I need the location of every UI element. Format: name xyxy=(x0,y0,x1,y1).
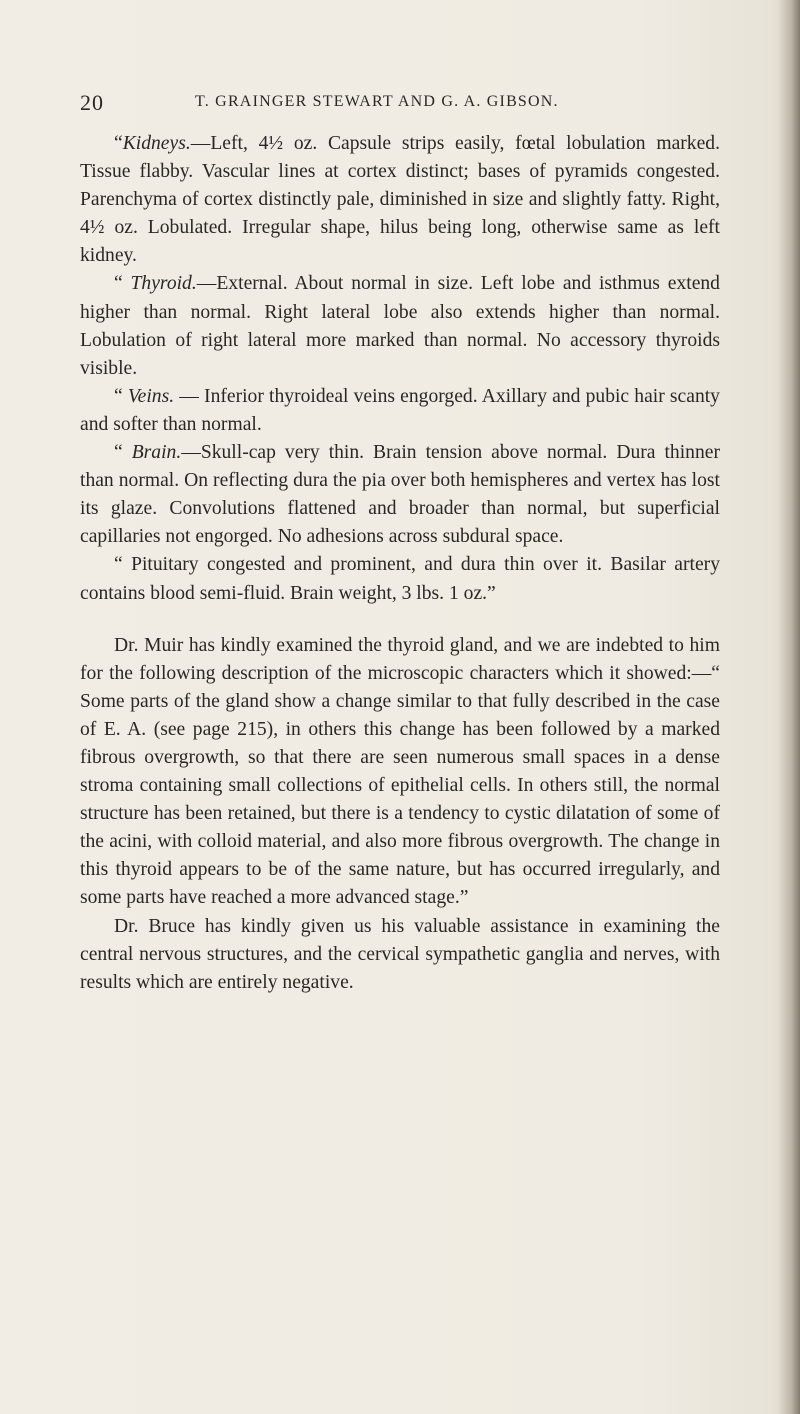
quote-mark: “ xyxy=(114,133,123,154)
paragraph-text: —Left, 4½ oz. Capsule strips easily, fœtal lobulation marked. Tissue flabby. Vascular lines at cortex distinct; bases of pyramids congested. Parenchyma of cortex distinctly pale, diminished in size and slightly fatty. Right, 4½ oz. Lobulated. Irregular shape, hilus being long, otherwise same as left kidney. xyxy=(80,133,720,267)
paragraph-kidneys xyxy=(80,130,720,270)
quote-mark: “ xyxy=(114,442,132,464)
term-veins: Veins. xyxy=(127,385,175,407)
running-head: T. GRAINGER STEWART AND G. A. GIBSON. xyxy=(195,93,559,110)
paragraph-muir xyxy=(80,632,720,913)
paragraph-text: “ Pituitary congested and prominent, and dura thin over it. Basilar artery contains blood semi-fluid. Brain weight, 3 lbs. 1 oz.” xyxy=(80,554,720,604)
quote-mark: “ xyxy=(114,385,128,407)
term-kidneys: Kidneys. xyxy=(122,133,191,154)
page-edge-shadow xyxy=(778,0,800,1414)
page-number: 20 xyxy=(80,90,104,115)
body-text xyxy=(80,130,720,997)
term-brain: Brain. xyxy=(131,442,182,464)
paragraph-thyroid xyxy=(80,270,720,382)
quote-mark: “ xyxy=(114,273,131,295)
page-header xyxy=(80,90,720,120)
term-thyroid: Thyroid. xyxy=(130,273,197,295)
paragraph-text: —External. About normal in size. Left lobe and isthmus extend higher than normal. Right lateral lobe also extends higher than normal. Lobulation of right lateral more marked than normal. No accessory thyroids visible. xyxy=(80,273,720,379)
paragraph-text: Dr. Bruce has kindly given us his valuable assistance in examining the central nervous structures, and the cervical sympathetic ganglia and nerves, with results which are entirely negative. xyxy=(80,915,720,993)
paragraph-veins xyxy=(80,383,720,439)
paragraph-brain xyxy=(80,439,720,551)
paragraph-text: Dr. Muir has kindly examined the thyroid gland, and we are indebted to him for the following description of the microscopic characters which it showed:—“ Some parts of the gland show a change similar to that fully described in the case of E. A. (see page 215), in others this change has been followed by a marked fibrous overgrowth, so that there are seen numerous small spaces in a dense stroma containing small collections of epithelial cells. In others still, the normal structure has been retained, but there is a tendency to cystic dilatation of some of the acini, with colloid material, and also more fibrous overgrowth. The change in this thyroid appears to be of the same nature, but has occurred irregularly, and some parts have reached a more advanced stage.” xyxy=(80,634,720,909)
paragraph-text: — Inferior thyroideal veins engorged. Axillary and pubic hair scanty and softer than normal. xyxy=(80,385,720,435)
paragraph-pituitary xyxy=(80,551,720,607)
paragraph-text: —Skull-cap very thin. Brain tension above normal. Dura thinner than normal. On reflecting dura the pia over both hemispheres and vertex has lost its glaze. Convolutions flattened and broader than normal, but superficial capillaries not engorged. No adhesions across subdural space. xyxy=(80,442,720,548)
paragraph-bruce xyxy=(80,913,720,997)
